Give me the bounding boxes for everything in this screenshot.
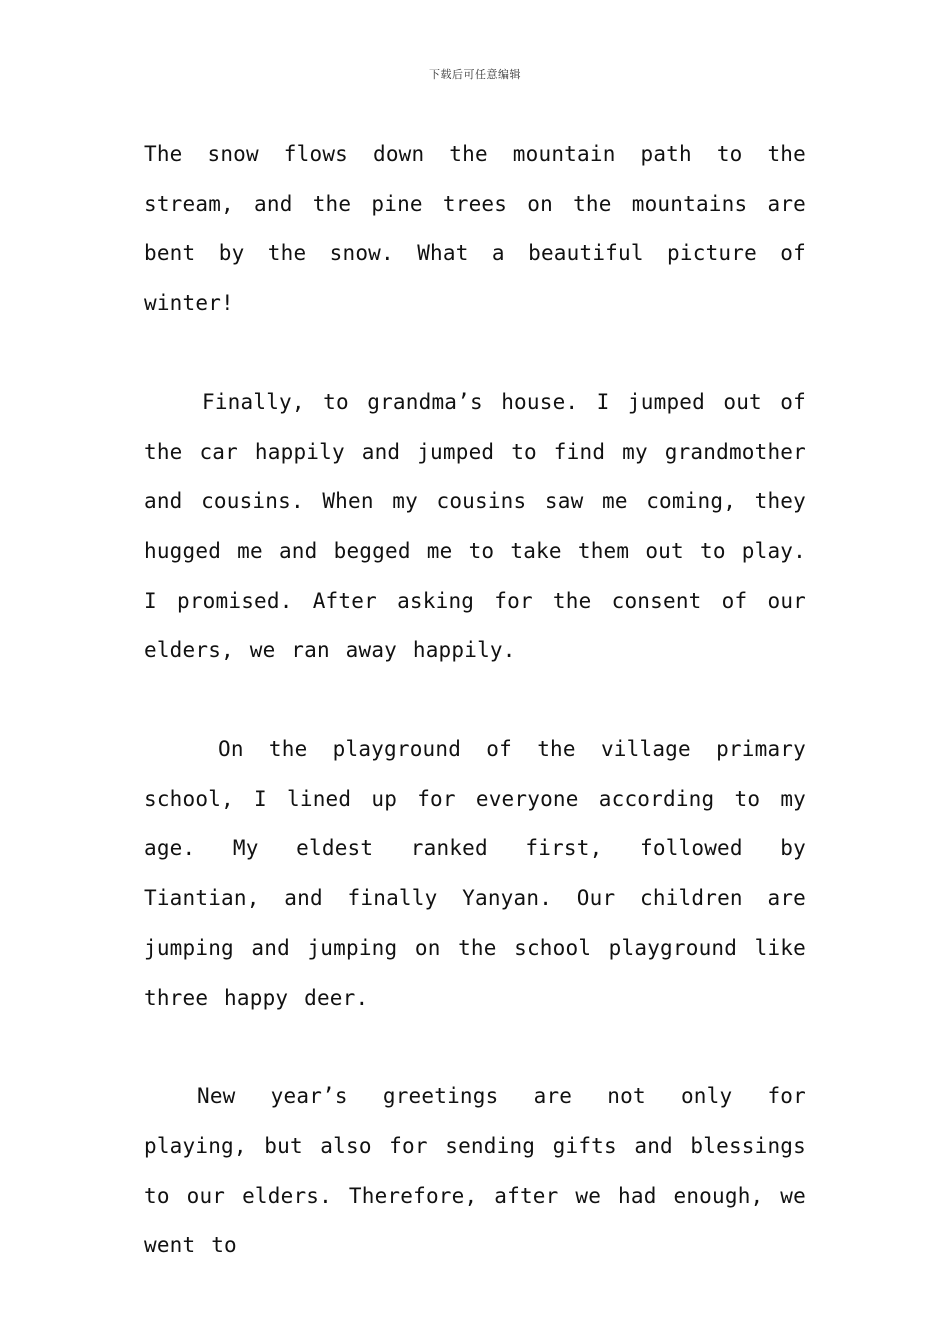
paragraph-4: New year’s greetings are not only for playing, but also for sending gifts and blessings to our elders. Therefore, after we had enough, we went to: [144, 1084, 806, 1258]
page-header: 下载后可任意编辑: [429, 68, 521, 81]
paragraph-1: The snow flows down the mountain path to the stream, and the pine trees on the mountains are bent by the snow. What a beautiful picture of winter!: [144, 142, 806, 316]
document-body: [144, 130, 806, 1320]
paragraph-2: Finally, to grandma’s house. I jumped out of the car happily and jumped to find my grandmother and cousins. When my cousins saw me coming, they hugged me and begged me to take them out to play. I promised. After asking for the consent of our elders, we ran away happily.: [144, 389, 806, 663]
paragraph-3: On the playground of the village primary school, I lined up for everyone according to my age. My eldest ranked first, followed by Tiantian, and finally Yanyan. Our children are jumping and jumping on the school playground like three happy deer.: [144, 737, 806, 1010]
